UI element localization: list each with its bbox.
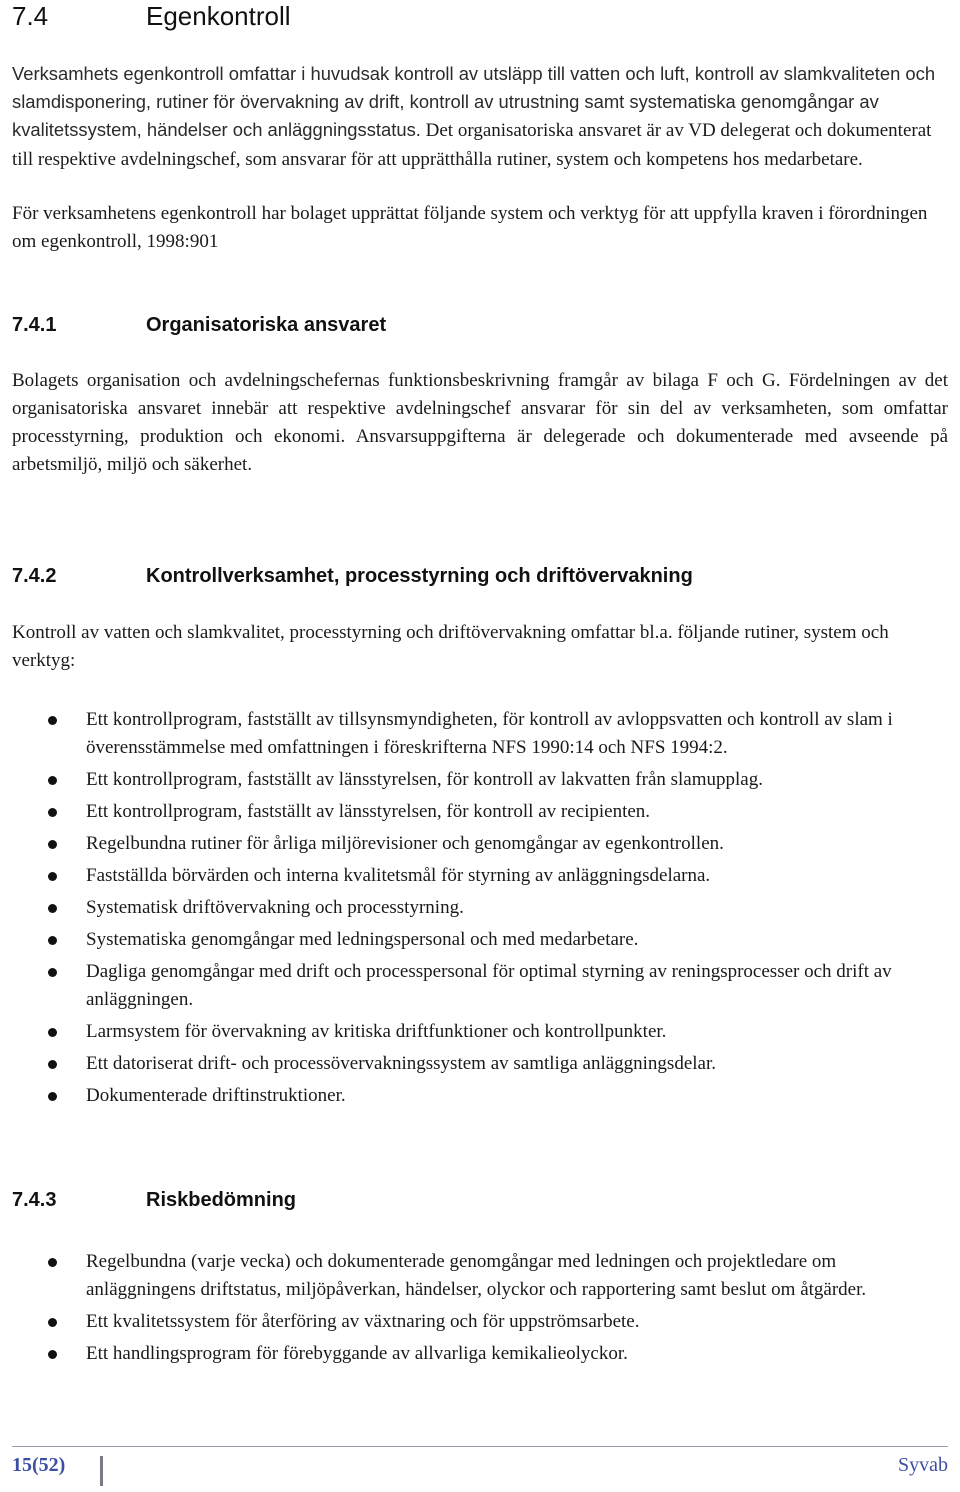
- footer-rule: [12, 1446, 948, 1447]
- list-item: Ett kontrollprogram, fastställt av tillsynsmyndigheten, för kontroll av avloppsvatten och kontroll av slam i överensstämmelse med omfattningen i föreskrifterna NFS 1990:14 och NFS 1994:2.: [0, 706, 948, 762]
- list-item: Dokumenterade driftinstruktioner.: [0, 1082, 948, 1110]
- bullet-icon: [48, 904, 57, 913]
- bullet-icon: [48, 872, 57, 881]
- control-list: [0, 706, 948, 1114]
- section-heading: [12, 0, 291, 32]
- list-item: Systematiska genomgångar med ledningspersonal och med medarbetare.: [0, 926, 948, 954]
- list-item: Regelbundna rutiner för årliga miljörevisioner och genomgångar av egenkontrollen.: [0, 830, 948, 858]
- page-footer: [0, 1444, 960, 1492]
- company-name: Syvab: [898, 1454, 948, 1476]
- intro-text-2: Det organisatoriska ansvaret är av VD delegerat och dokumenterat till respektive avdelningschef, som ansvarar för att upprätthålla rutiner, system och kompetens hos medarbetare.: [12, 120, 932, 170]
- bullet-icon: [48, 840, 57, 849]
- subsection-title: Riskbedömning: [146, 1189, 297, 1211]
- bullet-icon: [48, 716, 57, 725]
- bullet-icon: [48, 936, 57, 945]
- list-item: Ett handlingsprogram för förebyggande av allvarliga kemikalieolyckor.: [0, 1340, 948, 1368]
- bullet-icon: [48, 1350, 57, 1359]
- list-item: Systematisk driftövervakning och processtyrning.: [0, 894, 948, 922]
- list-item: Regelbundna (varje vecka) och dokumenterade genomgångar med ledningen och projektledare om anläggningens driftstatus, miljöpåverkan, händelser, olyckor och rapportering samt beslut om åtgärder.: [0, 1248, 948, 1304]
- intro-paragraph-2: För verksamhetens egenkontroll har bolaget upprättat följande system och verktyg för att uppfylla kraven i förordningen om egenkontroll, 1998:901: [12, 203, 928, 252]
- list-item: Fastställda börvärden och interna kvalitetsmål för styrning av anläggningsdelarna.: [0, 862, 948, 890]
- section-title: Egenkontroll: [146, 1, 291, 31]
- list-item: Ett kontrollprogram, fastställt av länsstyrelsen, för kontroll av recipienten.: [0, 798, 948, 826]
- subsection-heading-741: [12, 312, 386, 338]
- subsection-heading-742: [12, 563, 693, 589]
- subsection-heading-743: [12, 1187, 296, 1213]
- bullet-icon: [48, 1060, 57, 1069]
- bullet-icon: [48, 808, 57, 817]
- list-item: Ett kvalitetssystem för återföring av växtnaring och för uppströmsarbete.: [0, 1308, 948, 1336]
- subsection-title: Organisatoriska ansvaret: [146, 314, 387, 336]
- list-item: Ett kontrollprogram, fastställt av länsstyrelsen, för kontroll av lakvatten från slamupplag.: [0, 766, 948, 794]
- subsection-number: 7.4.2: [12, 565, 57, 587]
- subsection-number: 7.4.1: [12, 314, 57, 336]
- page-number: 15(52): [12, 1454, 66, 1476]
- bullet-icon: [48, 776, 57, 785]
- control-paragraph: Kontroll av vatten och slamkvalitet, processtyrning och driftövervakning omfattar bl.a. följande rutiner, system och verktyg:: [12, 622, 889, 671]
- bullet-icon: [48, 1028, 57, 1037]
- bullet-icon: [48, 1258, 57, 1267]
- bullet-icon: [48, 1318, 57, 1327]
- section-number: 7.4: [12, 1, 49, 31]
- subsection-title: Kontrollverksamhet, processtyrning och driftövervakning: [146, 565, 693, 587]
- list-item: Dagliga genomgångar med drift och processpersonal för optimal styrning av reningsprocesser och drift av anläggningen.: [0, 958, 948, 1014]
- intro-paragraph: [12, 60, 948, 174]
- bullet-icon: [48, 1092, 57, 1101]
- subsection-number: 7.4.3: [12, 1189, 57, 1211]
- intro-text-1: Verksamhets egenkontroll omfattar i huvudsak kontroll av utsläpp till vatten och luft, kontroll av slamkvaliteten och slamdisponering, rutiner för övervakning av drift, kontroll av utrustning samt systematiska genomgångar av kvalitetssystem, händelser och anläggningsstatus.: [12, 63, 936, 140]
- organisation-paragraph: Bolagets organisation och avdelningschefernas funktionsbeskrivning framgår av bilaga F och G. Fördelningen av det organisatoriska ansvaret innebär att respektive avdelningschef ansvarar för sin del av verksamheten, som omfattar processtyrning, produktion och ekonomi. Ansvarsuppgifterna är delegerade och dokumenterade med avseende på arbetsmiljö, miljö och säkerhet.: [12, 370, 948, 475]
- list-item: Larmsystem för övervakning av kritiska driftfunktioner och kontrollpunkter.: [0, 1018, 948, 1046]
- risk-list: [0, 1248, 948, 1372]
- list-item: Ett datoriserat drift- och processövervakningssystem av samtliga anläggningsdelar.: [0, 1050, 948, 1078]
- bullet-icon: [48, 968, 57, 977]
